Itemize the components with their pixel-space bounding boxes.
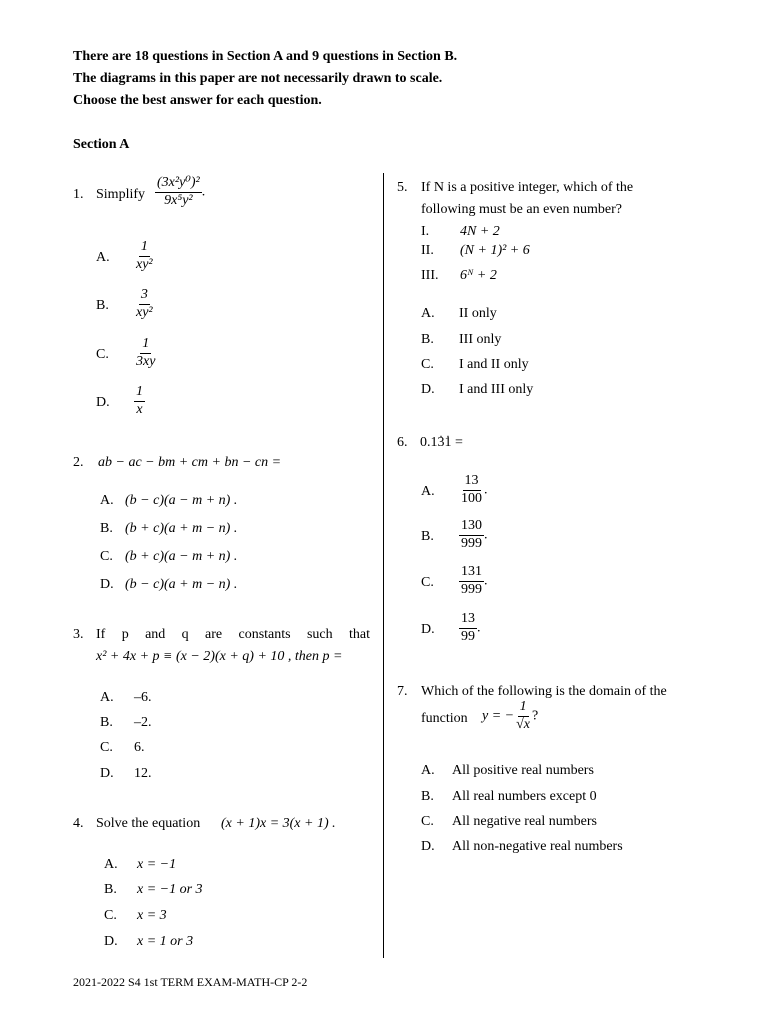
question-expression: y = − $\frac{1}{√x}$ ? — [482, 699, 539, 732]
statement-label: II. — [421, 243, 434, 258]
option-label[interactable]: D. — [100, 766, 114, 781]
option-label[interactable]: C. — [104, 908, 117, 923]
option-value[interactable]: $\frac{130}{999}$ . — [461, 518, 488, 551]
instruction-line-2: The diagrams in this paper are not necessarily drawn to scale. — [73, 71, 443, 86]
option-label[interactable]: D. — [421, 622, 435, 637]
question-text: Simplify — [96, 187, 146, 202]
option-label[interactable]: C. — [100, 740, 113, 755]
question-number: 7. — [397, 684, 408, 699]
option-label[interactable]: C. — [100, 549, 113, 564]
question-text-line-2: x² + 4x + p ≡ (x − 2)(x + q) + 10 , then p = — [96, 649, 343, 664]
statement-value: (N + 1)² + 6 — [460, 243, 530, 258]
option-label[interactable]: A. — [104, 857, 118, 872]
option-value[interactable]: $\frac{131}{999}$ . — [461, 564, 488, 597]
option-label[interactable]: B. — [100, 715, 113, 730]
option-value[interactable]: $\frac{13}{99}$ . — [461, 611, 481, 644]
statement-label: I. — [421, 224, 430, 239]
instruction-line-3: Choose the best answer for each question. — [73, 93, 322, 108]
question-expression: $\frac{\text{(3x²y⁰)²}}{\text{9x⁵y²}}$ . — [157, 175, 206, 208]
option-value[interactable]: All negative real numbers — [452, 814, 598, 829]
question-number: 6. — [397, 435, 408, 450]
expr-numerator: (3x²y⁰)² — [155, 176, 202, 193]
question-expression: 0.13 .1 . = — [420, 435, 463, 451]
option-value[interactable]: –6. — [134, 690, 152, 705]
option-value[interactable]: $\frac{1}{\text{xy²}}$ — [136, 239, 153, 272]
option-value[interactable]: II only — [459, 306, 497, 321]
option-label[interactable]: D. — [421, 382, 435, 397]
question-number: 1. — [73, 187, 84, 202]
option-value[interactable]: x = 1 or 3 — [137, 934, 194, 949]
option-label[interactable]: B. — [104, 882, 117, 897]
option-value[interactable]: (b + c)(a − m + n) . — [125, 549, 238, 564]
instruction-line-1: There are 18 questions in Section A and 9 questions in Section B. — [73, 49, 458, 64]
option-label[interactable]: A. — [96, 250, 110, 265]
option-value[interactable]: $\frac{1}{3xy}$ — [136, 336, 156, 369]
option-label[interactable]: C. — [421, 357, 434, 372]
option-label[interactable]: A. — [421, 484, 435, 499]
option-value[interactable]: III only — [459, 332, 502, 347]
column-divider — [383, 173, 384, 958]
option-label[interactable]: A. — [421, 763, 435, 778]
option-label[interactable]: C. — [421, 814, 434, 829]
question-text-line-1: If p and q are constants such that — [96, 627, 370, 642]
question-text-line-1: If N is a positive integer, which of the — [421, 180, 634, 195]
option-label[interactable]: C. — [421, 575, 434, 590]
option-label[interactable]: B. — [100, 521, 113, 536]
page-footer: 2021-2022 S4 1st TERM EXAM-MATH-CP 2-2 — [73, 975, 308, 989]
option-label[interactable]: A. — [100, 493, 114, 508]
option-label[interactable]: D. — [96, 395, 110, 410]
option-value[interactable]: I and III only — [459, 382, 534, 397]
option-label[interactable]: A. — [100, 690, 114, 705]
question-number: 3. — [73, 627, 84, 642]
option-value[interactable]: All positive real numbers — [452, 763, 594, 778]
question-text: Solve the equation — [96, 816, 201, 831]
option-label[interactable]: A. — [421, 306, 435, 321]
question-number: 2. — [73, 455, 84, 470]
option-label[interactable]: B. — [421, 529, 434, 544]
option-value[interactable]: x = 3 — [137, 908, 167, 923]
expr-denominator: 9x⁵y² — [164, 192, 193, 208]
option-value[interactable]: All non-negative real numbers — [452, 839, 623, 854]
question-expression: (x + 1)x = 3(x + 1) . — [221, 816, 336, 831]
option-value[interactable]: I and II only — [459, 357, 529, 372]
option-value[interactable]: x = −1 — [137, 857, 177, 872]
statement-value: 4N + 2 — [460, 224, 500, 239]
option-label[interactable]: B. — [96, 298, 109, 313]
option-value[interactable]: (b − c)(a + m − n) . — [125, 577, 238, 592]
option-value[interactable]: 12. — [134, 766, 152, 781]
question-expression: ab − ac − bm + cm + bn − cn = — [98, 455, 282, 470]
option-label[interactable]: D. — [100, 577, 114, 592]
option-value[interactable]: (b + c)(a + m − n) . — [125, 521, 238, 536]
option-label[interactable]: C. — [96, 347, 109, 362]
option-value[interactable]: $\frac{13}{100}$ . — [461, 473, 488, 506]
option-label[interactable]: B. — [421, 789, 434, 804]
option-label[interactable]: B. — [421, 332, 434, 347]
option-label[interactable]: D. — [421, 839, 435, 854]
question-text-line-2: function — [421, 711, 468, 726]
option-value[interactable]: $\frac{3}{\text{xy²}}$ — [136, 287, 153, 320]
question-number: 4. — [73, 816, 84, 831]
statement-value: 6ᴺ + 2 — [460, 268, 497, 283]
question-text-line-1: Which of the following is the domain of the — [421, 684, 667, 699]
question-text-line-2: following must be an even number? — [421, 202, 623, 217]
option-value[interactable]: All real numbers except 0 — [452, 789, 597, 804]
section-title: Section A — [73, 137, 130, 152]
option-value[interactable]: (b − c)(a − m + n) . — [125, 493, 238, 508]
option-value[interactable]: x = −1 or 3 — [137, 882, 203, 897]
option-label[interactable]: D. — [104, 934, 118, 949]
option-value[interactable]: $\frac{1}{x}$ — [136, 384, 143, 417]
statement-label: III. — [421, 268, 439, 283]
option-value[interactable]: 6. — [134, 740, 145, 755]
question-number: 5. — [397, 180, 408, 195]
option-value[interactable]: –2. — [134, 715, 152, 730]
